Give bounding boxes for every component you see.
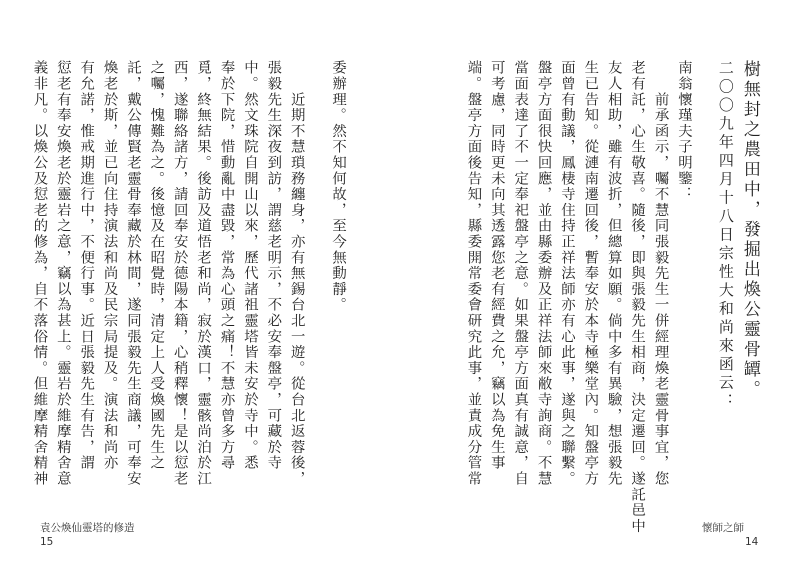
- text-column: 張毅先生深夜到訪，謂慈老明示，不必安奉盤亭，可藏於寺: [265, 60, 282, 471]
- text-column: 前承函示，囑不慧同張毅先生一併經理煥老靈骨事宜，您: [652, 60, 669, 487]
- page-number: 14: [745, 536, 759, 548]
- right-page: [400, 0, 800, 568]
- text-column: 覓，終無結果。後訪及道悟老和尚，寂於漢口，靈骸尚泊於江: [195, 60, 212, 487]
- text-column: 義非凡。以煥公及愆老的修為，自不落俗情。但維摩精舍精神: [31, 60, 48, 487]
- text-column: 託，戴公傳賢老靈骨奉藏於林間，遂同張毅先生商議，可奉安: [124, 60, 141, 487]
- text-column: 近期不慧瑣務纏身，亦有無錫台北一遊。從台北返蓉後，: [288, 60, 305, 487]
- column-gap: [694, 60, 712, 534]
- text-column: 委辦理。然不知何故，至今無動靜。: [330, 60, 347, 313]
- text-column: 當面表達了不一定奉祀盤亭之意。如果盤亭方面真有誠意，自: [512, 60, 529, 487]
- right-page-text: [460, 60, 760, 534]
- text-column: 面曾有動議，鳳棲寺住持正祥法師亦有心此事，遂與之聯繫。: [558, 60, 575, 487]
- text-column: 端。盤亭方面後告知，縣委開常委會研究此事，並責成分管常: [465, 60, 482, 487]
- date-heading-column: 二〇〇九年四月十八日宗性大和尚來函云：: [716, 60, 735, 412]
- text-column: 愆老有奉安煥老於靈岩之意，竊以為甚上。靈岩於維摩精舍意: [54, 60, 71, 487]
- text-column: 西，遂聯絡諸方，請回奉安於德陽本籍，心稍釋懷！是以愆老: [171, 60, 188, 487]
- footer-book-title: 袁公煥仙靈塔的修造: [40, 522, 135, 534]
- column-gap: [307, 60, 325, 487]
- salutation-column: 南翁懷瑾夫子明鑒：: [675, 60, 692, 203]
- text-column: 生已告知。從漣南遷回後，暫奉安於本寺極樂堂內。知盤亭方: [582, 60, 599, 487]
- page-number: 15: [40, 536, 54, 548]
- text-column: 有允諾，惟戒期進行中，不便行事。近日張毅先生有告，謂: [78, 60, 95, 471]
- text-column: 盤亭方面很快回應，並由縣委辦及正祥法師來敝寺詢商。不慧: [535, 60, 552, 487]
- text-column: 可考慮，同時更未向其透露您老有經費之允，竊以為免生事: [488, 60, 505, 471]
- text-column: 之囑，愧難為之。後憶及在昭覺時，清定上人受煥國先生之: [148, 60, 165, 471]
- heading-column: 樹無封之農田中，發掘出煥公靈骨罈。: [739, 60, 760, 400]
- footer-book-title: 懷師之師: [702, 522, 744, 534]
- text-column: 老有託，心生敬喜。隨後，即與張毅先生相商，決定遷回。遂託邑中: [629, 60, 646, 534]
- text-column: 中。然文珠院自開山以來，歷代諸祖靈塔皆未安於寺中。悉: [241, 60, 258, 471]
- text-column: 奉於下院，惜動亂中盡毀，常為心頭之痛！不慧亦曾多方尋: [218, 60, 235, 471]
- text-column: 友人相助，雖有波折，但總算如願。倘中多有異驗，想張毅先: [605, 60, 622, 487]
- text-column: 煥老於斯，並已向住持演法和尚及民宗局提及。演法和尚亦: [101, 60, 118, 471]
- left-page-text: [26, 60, 348, 487]
